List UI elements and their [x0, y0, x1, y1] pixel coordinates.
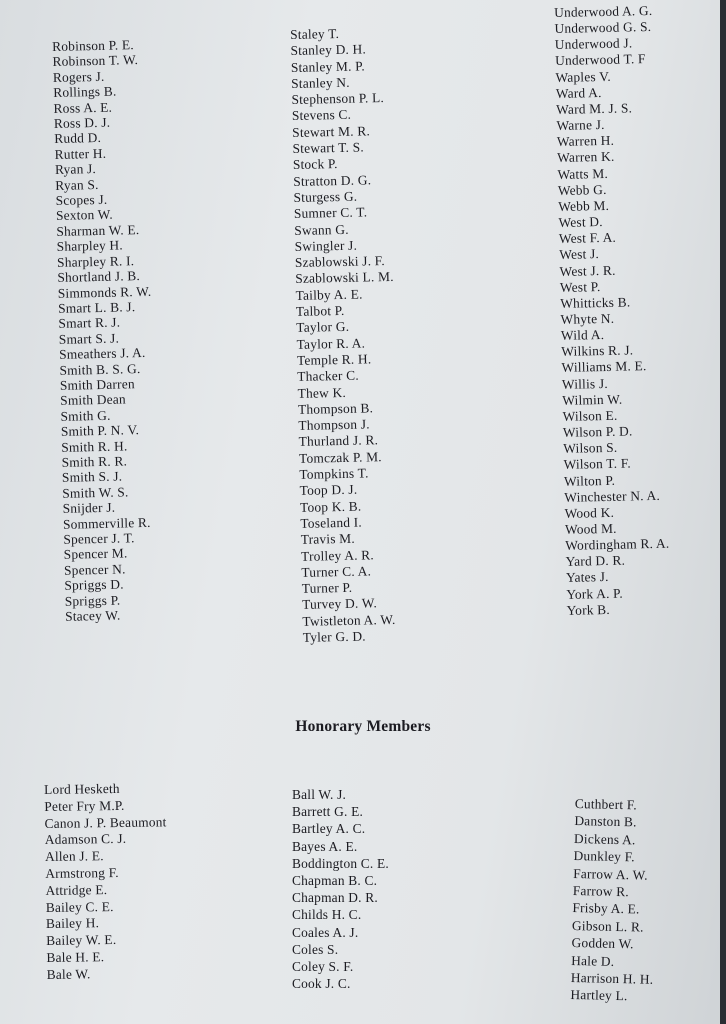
member-name: Szablowski L. M.	[295, 269, 394, 287]
member-name: Staley T.	[290, 25, 340, 42]
member-name: Simmonds R. W.	[57, 283, 152, 301]
member-name: Barrett G. E.	[292, 804, 364, 820]
member-name: Whyte N.	[560, 310, 615, 327]
page-edge-shadow	[720, 0, 726, 1024]
member-name: Turner P.	[301, 579, 353, 596]
member-name: Wilson E.	[562, 407, 618, 424]
member-name: Williams M. E.	[561, 358, 647, 376]
member-name: Sharman W. E.	[56, 221, 140, 239]
member-name: Stewart M. R.	[292, 123, 371, 140]
member-name: Dickens A.	[573, 830, 636, 848]
member-name: Yates J.	[565, 569, 609, 586]
member-name: Chapman B. C.	[292, 873, 378, 889]
member-name: Spriggs P.	[64, 592, 121, 609]
member-name: Talbot P.	[295, 302, 345, 319]
member-name: Frisby A. E.	[572, 900, 640, 917]
member-name: Toop K. B.	[299, 498, 362, 515]
member-name: Harrison H. H.	[570, 970, 654, 987]
member-name: Danston B.	[574, 813, 637, 830]
member-name: Szablowski J. F.	[294, 253, 385, 271]
member-name: Thompson B.	[297, 400, 374, 417]
member-name: Coles S.	[292, 941, 339, 957]
member-name: Bale H. E.	[46, 949, 105, 965]
member-name: Peter Fry M.P.	[44, 797, 125, 814]
member-name: Coley S. F.	[292, 959, 354, 975]
member-name: Adamson C. J.	[44, 831, 127, 848]
member-name: Snijder J.	[62, 499, 116, 517]
member-name: Warne J.	[556, 117, 605, 134]
member-name: Stratton D. G.	[293, 172, 372, 189]
member-name: Spriggs D.	[64, 576, 124, 594]
member-name: Smith B. S. G.	[59, 360, 141, 378]
member-name: Lord Hesketh	[44, 780, 120, 797]
member-name: Canon J. P. Beaumont	[44, 813, 167, 831]
member-name: West J. R.	[559, 262, 616, 279]
member-name: Smart S. J.	[58, 330, 120, 347]
member-name: Wilson S.	[563, 439, 618, 457]
member-name: Chapman D. R.	[292, 890, 378, 906]
member-name: Bayes A. E.	[292, 838, 358, 854]
member-name: Wordingham R. A.	[565, 535, 670, 554]
member-name: Sharpley H.	[56, 237, 124, 255]
member-name: Underwood G. S.	[554, 19, 652, 37]
member-name: Wilson P. D.	[562, 423, 633, 440]
member-name: Taylor G.	[296, 319, 350, 336]
honorary-members-heading: Honorary Members	[295, 718, 431, 735]
member-name: Rutter H.	[54, 145, 107, 162]
member-name: Smeathers J. A.	[58, 345, 146, 363]
member-name: Tailby A. E.	[295, 286, 363, 303]
member-name: Attridge E.	[45, 881, 108, 898]
member-name: Ross A. E.	[53, 99, 113, 116]
member-list-column-2	[290, 25, 401, 646]
member-name: Shortland J. B.	[57, 268, 141, 286]
member-name: Stock P.	[292, 156, 338, 173]
member-name: Waples V.	[555, 68, 611, 85]
member-name: Smith S. J.	[61, 468, 123, 486]
member-name: Smith R. R.	[61, 453, 128, 470]
member-name: Hale D.	[571, 952, 615, 969]
member-name: Gibson L. R.	[571, 917, 644, 935]
member-name: Boddington C. E.	[292, 855, 389, 871]
member-name: Stacey W.	[64, 607, 121, 624]
member-name: Farrow R.	[572, 883, 630, 900]
member-name: Twistleton A. W.	[302, 611, 396, 629]
member-name: Bailey H.	[45, 915, 100, 932]
member-name: West F. A.	[558, 229, 617, 247]
member-name: Godden W.	[571, 935, 634, 952]
member-name: West J.	[559, 246, 600, 263]
member-name: Wood K.	[564, 504, 615, 521]
member-name: Warren H.	[556, 133, 615, 150]
member-name: Rogers J.	[52, 68, 105, 85]
member-name: Sharpley R. I.	[56, 252, 135, 270]
member-name: Turvey D. W.	[301, 595, 378, 613]
member-name: Rudd D.	[54, 130, 102, 147]
member-name: Thacker C.	[297, 367, 359, 385]
member-name: Wood M.	[564, 520, 617, 537]
member-name: Stanley D. H.	[290, 41, 367, 59]
member-name: Armstrong F.	[45, 864, 119, 881]
member-name: Hartley L.	[570, 987, 628, 1004]
member-name: Smart L. B. J.	[57, 299, 136, 316]
member-name: Ross D. J.	[53, 114, 111, 132]
member-name: Cuthbert F.	[574, 795, 638, 813]
member-name: York A. P.	[566, 585, 623, 602]
member-name: Stevens C.	[291, 107, 352, 124]
member-name: Sommerville R.	[62, 514, 151, 532]
member-name: Wilton P.	[563, 472, 616, 489]
member-name: Robinson P. E.	[52, 37, 134, 54]
member-name: Warren K.	[557, 149, 615, 166]
member-name: Spencer J. T.	[63, 530, 135, 547]
member-name: Bailey C. E.	[45, 898, 114, 915]
member-name: Spencer M.	[63, 545, 128, 563]
member-name: West D.	[558, 214, 603, 230]
member-name: Coales A. J.	[292, 924, 359, 940]
member-name: Toop D. J.	[299, 482, 358, 499]
member-name: Smart R. J.	[58, 314, 121, 332]
member-name: Bartley A. C.	[292, 821, 366, 837]
member-name: Rollings B.	[53, 83, 117, 101]
member-name: Winchester N. A.	[564, 487, 661, 505]
member-name: Cook J. C.	[292, 976, 351, 992]
member-name: Wilkins R. J.	[561, 342, 634, 360]
honorary-list-column-3	[570, 795, 657, 1006]
member-name: Ball W. J.	[292, 787, 347, 802]
member-name: Underwood T. F	[555, 51, 646, 69]
member-name: Smith Dean	[60, 391, 126, 409]
member-name: Thompson J.	[298, 416, 370, 434]
member-name: Temple R. H.	[296, 351, 372, 368]
member-name: Smith G.	[60, 407, 111, 424]
member-name: Ward A.	[555, 84, 602, 101]
member-name: Sturgess G.	[293, 188, 358, 205]
member-name: Stanley M. P.	[290, 58, 366, 75]
member-name: Travis M.	[300, 530, 356, 548]
member-name: Ryan S.	[55, 176, 99, 193]
member-name: Willis J.	[561, 375, 608, 392]
member-name: Ryan J.	[54, 161, 97, 178]
member-name: Smith P. N. V.	[60, 422, 140, 440]
member-name: Wild A.	[560, 327, 605, 344]
member-list-column-3	[554, 3, 671, 619]
member-name: Dunkley F.	[573, 848, 635, 865]
member-name: Webb G.	[557, 181, 607, 198]
member-name: Allen J. E.	[44, 848, 104, 865]
member-name: Ward M. J. S.	[556, 100, 633, 117]
member-name: Whitticks B.	[560, 294, 631, 311]
honorary-list-column-1	[44, 780, 169, 983]
member-name: Scopes J.	[55, 191, 108, 209]
member-name: York B.	[566, 601, 611, 618]
member-name: Smith W. S.	[62, 484, 129, 501]
member-name: Spencer N.	[63, 561, 126, 578]
member-name: Stanley N.	[291, 74, 350, 91]
member-name: Stephenson P. L.	[291, 90, 385, 108]
member-name: Taylor R. A.	[296, 335, 366, 352]
member-name: Thew K.	[297, 384, 347, 401]
member-name: Trolley A. R.	[300, 546, 375, 564]
member-name: Turner C. A.	[301, 563, 372, 580]
member-name: West P.	[559, 278, 601, 295]
member-name: Webb M.	[558, 197, 610, 214]
member-name: Underwood J.	[554, 35, 633, 53]
member-name: Wilson T. F.	[563, 455, 632, 473]
member-name: Bale W.	[46, 966, 91, 982]
member-name: Bailey W. E.	[46, 932, 117, 949]
member-name: Tyler G. D.	[302, 628, 366, 645]
member-name: Thurland J. R.	[298, 432, 379, 450]
member-list-column-1	[52, 37, 159, 624]
member-name: Childs H. C.	[292, 907, 362, 923]
member-name: Yard D. R.	[565, 552, 626, 570]
member-name: Watts M.	[557, 165, 609, 182]
member-name: Stewart T. S.	[292, 139, 364, 157]
member-name: Sumner C. T.	[293, 204, 368, 222]
member-name: Smith Darren	[59, 376, 135, 393]
member-name: Toseland I.	[300, 514, 363, 531]
member-name: Swann G.	[294, 221, 349, 238]
member-name: Wilmin W.	[562, 391, 623, 408]
member-name: Tompkins T.	[299, 465, 369, 482]
honorary-list-column-2	[292, 786, 389, 992]
member-name: Tomczak P. M.	[298, 448, 382, 466]
member-name: Farrow A. W.	[573, 865, 648, 883]
member-name: Smith R. H.	[61, 437, 128, 455]
member-name: Swingler J.	[294, 237, 358, 254]
member-name: Underwood A. G.	[554, 2, 653, 20]
member-name: Sexton W.	[55, 207, 114, 224]
member-name: Robinson T. W.	[52, 52, 139, 70]
